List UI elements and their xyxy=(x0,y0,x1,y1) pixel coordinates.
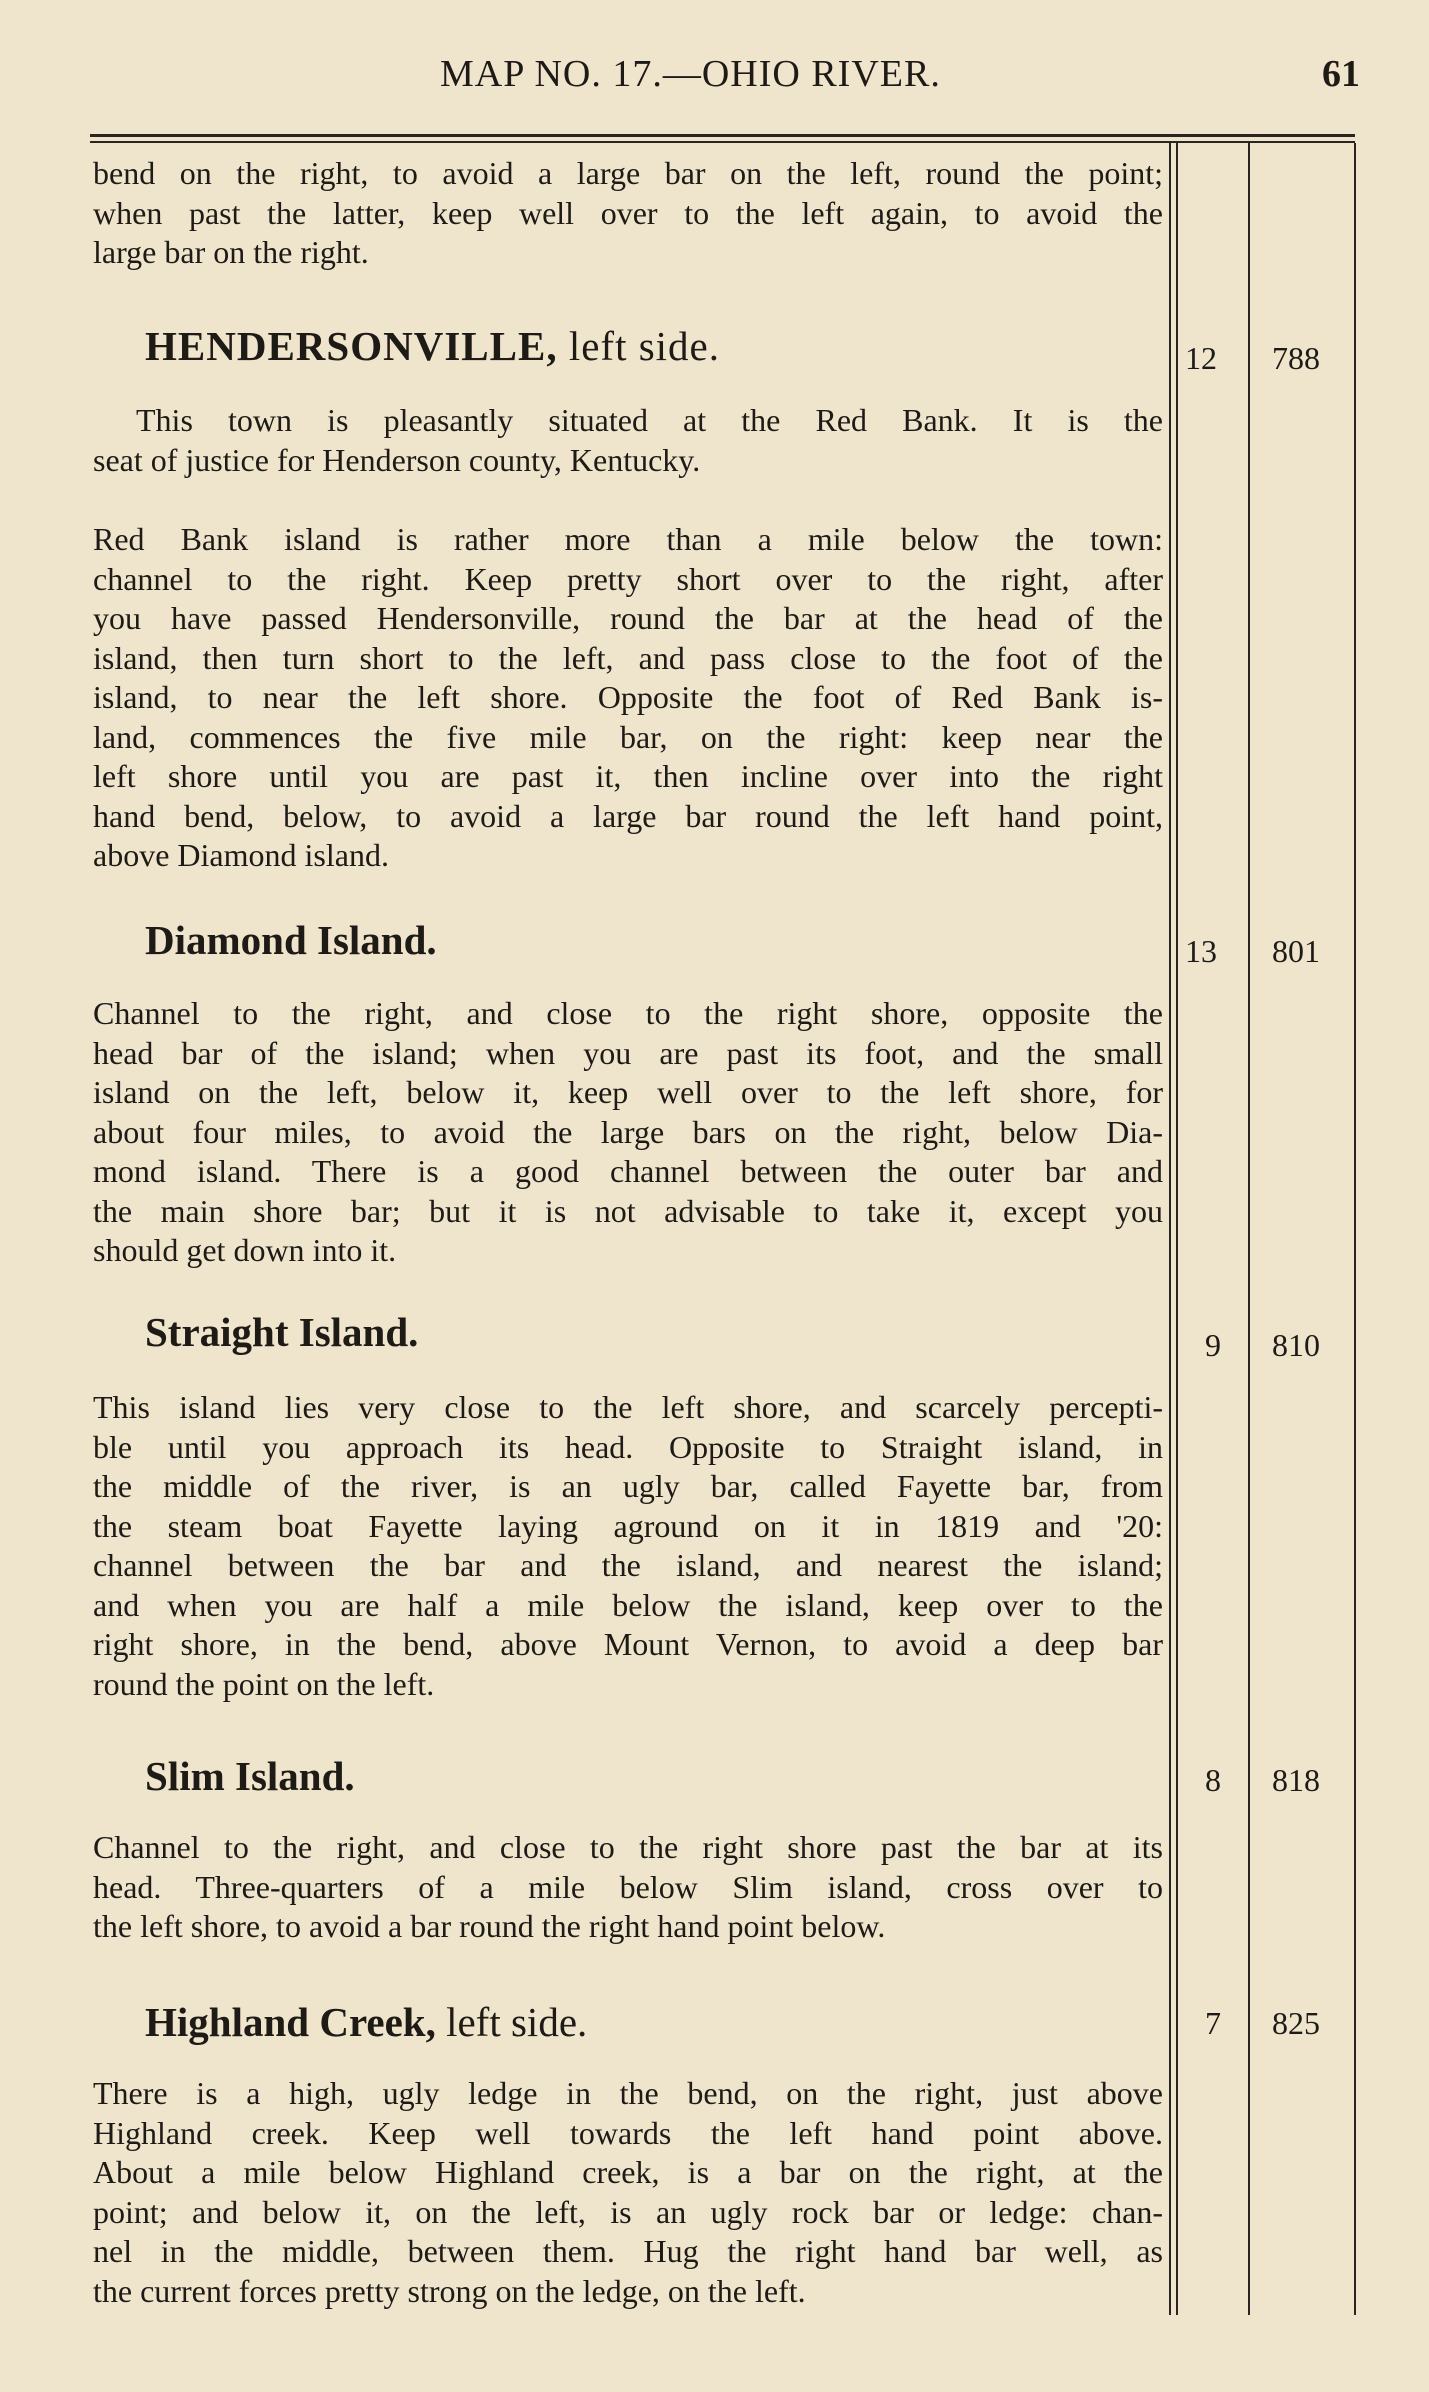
section-title: Slim Island. xyxy=(145,1753,355,1799)
header-rule-bottom xyxy=(90,141,1355,143)
section-title: HENDERSONVILLE, xyxy=(145,323,558,369)
distance-column-1: 12 xyxy=(1185,340,1217,376)
text-line: seat of justice for Henderson county, Kentucky. xyxy=(93,441,701,478)
intro-paragraph xyxy=(93,154,1163,273)
text-line: island, to near the left shore. Opposite the foot of Red Bank is- xyxy=(93,679,1163,715)
text-line: There is a high, ugly ledge in the bend, on the right, just above xyxy=(93,2075,1163,2111)
text-line: the current forces pretty strong on the ledge, on the left. xyxy=(93,2272,806,2309)
column-rule-left-a xyxy=(1169,143,1171,2315)
distance-column-2: 818 xyxy=(1272,1762,1320,1798)
section-paragraph xyxy=(93,1388,1163,1704)
text-line: channel to the right. Keep pretty short over to the right, after xyxy=(93,560,1163,597)
text-line: large bar on the right. xyxy=(93,234,369,270)
text-line: when past the latter, keep well over to the left again, to avoid the xyxy=(93,194,1163,231)
text-line: Red Bank island is rather more than a mile below the town: xyxy=(93,521,1163,557)
text-line: and when you are half a mile below the island, keep over to the xyxy=(93,1586,1163,1623)
column-rule-right xyxy=(1354,143,1356,2315)
distance-column-2: 810 xyxy=(1272,1327,1320,1363)
running-head xyxy=(0,52,1429,112)
distance-column-1: 9 xyxy=(1205,1327,1221,1363)
text-line: the middle of the river, is an ugly bar, called Fayette bar, from xyxy=(93,1468,1163,1504)
section-subtitle: left side. xyxy=(568,323,721,369)
section-title: Highland Creek, xyxy=(145,1999,436,2045)
section-subtitle: left side. xyxy=(446,1999,588,2045)
text-line: should get down into it. xyxy=(93,1232,397,1268)
text-line: This town is pleasantly situated at the Red Bank. It is the xyxy=(136,402,1163,438)
column-rule-middle xyxy=(1248,143,1250,2315)
page-number: 61 xyxy=(1322,53,1360,95)
distance-column-2: 801 xyxy=(1272,933,1320,969)
section-paragraph xyxy=(93,520,1163,876)
header-rule-top xyxy=(90,134,1355,137)
text-line: head. Three-quarters of a mile below Slim island, cross over to xyxy=(93,1868,1163,1905)
section-paragraph xyxy=(93,2074,1163,2311)
text-line: Highland creek. Keep well towards the left hand point above. xyxy=(93,2114,1163,2151)
text-line: island on the left, below it, keep well over to the left shore, for xyxy=(93,1074,1163,1110)
text-line: left shore until you are past it, then incline over into the right xyxy=(93,758,1163,794)
distance-column-2: 788 xyxy=(1272,340,1320,376)
text-line: above Diamond island. xyxy=(93,837,389,873)
text-line: point; and below it, on the left, is an ugly rock bar or ledge: chan- xyxy=(93,2193,1163,2230)
text-line: you have passed Hendersonville, round the bar at the head of the xyxy=(93,600,1163,636)
text-line: the main shore bar; but it is not advisable to take it, except you xyxy=(93,1192,1163,1229)
text-line: round the point on the left. xyxy=(93,1665,435,1702)
text-line: channel between the bar and the island, and nearest the island; xyxy=(93,1547,1163,1583)
distance-column-1: 8 xyxy=(1205,1762,1221,1798)
column-rule-left-b xyxy=(1176,143,1178,2315)
text-line: mond island. There is a good channel between the outer bar and xyxy=(93,1153,1163,1189)
text-line: About a mile below Highland creek, is a bar on the right, at the xyxy=(93,2154,1163,2190)
section-paragraph xyxy=(93,401,1163,480)
section-heading-hendersonville xyxy=(145,322,720,370)
distance-column-1: 13 xyxy=(1185,933,1217,969)
section-paragraph xyxy=(93,994,1163,1271)
section-heading-straight-island xyxy=(145,1308,418,1356)
text-line: land, commences the five mile bar, on the right: keep near the xyxy=(93,718,1163,755)
section-title: Diamond Island. xyxy=(145,917,437,963)
section-heading-diamond-island xyxy=(145,916,437,964)
text-line: island, then turn short to the left, and pass close to the foot of the xyxy=(93,639,1163,676)
text-line: Channel to the right, and close to the right shore, opposite the xyxy=(93,995,1163,1031)
text-line: about four miles, to avoid the large bars on the right, below Dia- xyxy=(93,1113,1163,1150)
text-line: the steam boat Fayette laying aground on it in 1819 and '20: xyxy=(93,1507,1163,1544)
text-line: This island lies very close to the left shore, and scarcely percepti- xyxy=(93,1389,1163,1425)
text-line: head bar of the island; when you are past its foot, and the small xyxy=(93,1034,1163,1071)
section-heading-highland-creek xyxy=(145,1998,587,2046)
text-line: the left shore, to avoid a bar round the right hand point below. xyxy=(93,1908,886,1944)
text-line: bend on the right, to avoid a large bar on the left, round the point; xyxy=(93,155,1163,191)
text-line: ble until you approach its head. Opposite to Straight island, in xyxy=(93,1428,1163,1465)
text-line: right shore, in the bend, above Mount Vernon, to avoid a deep bar xyxy=(93,1626,1163,1662)
distance-column-2: 825 xyxy=(1272,2005,1320,2041)
text-line: Channel to the right, and close to the right shore past the bar at its xyxy=(93,1829,1163,1865)
section-title: Straight Island. xyxy=(145,1309,419,1355)
running-head-title: MAP NO. 17.—OHIO RIVER. xyxy=(440,53,941,95)
section-paragraph xyxy=(93,1828,1163,1947)
section-heading-slim-island xyxy=(145,1752,355,1800)
text-line: nel in the middle, between them. Hug the right hand bar well, as xyxy=(93,2233,1163,2269)
distance-column-1: 7 xyxy=(1205,2005,1221,2041)
text-line: hand bend, below, to avoid a large bar round the left hand point, xyxy=(93,797,1163,834)
